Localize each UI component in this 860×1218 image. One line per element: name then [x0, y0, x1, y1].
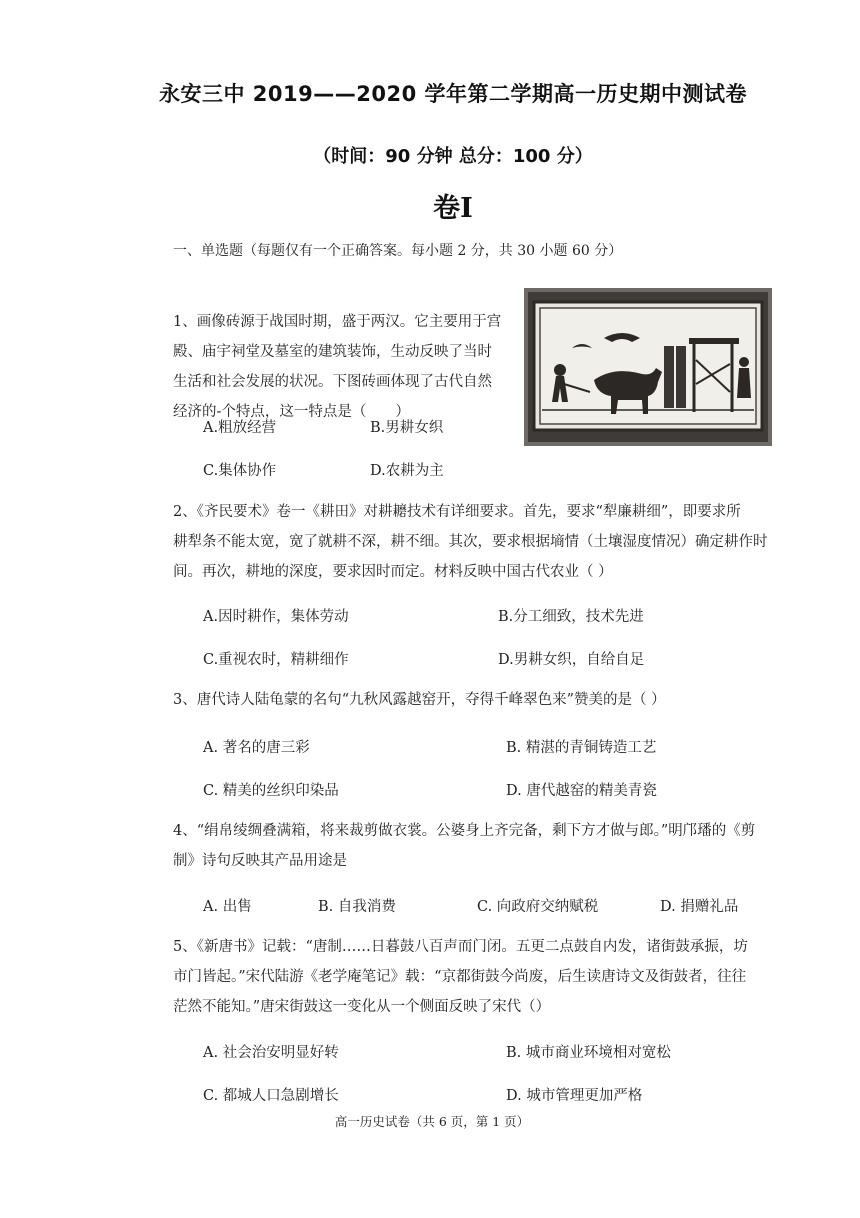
section-heading: 一、单选题（每题仅有一个正确答案。每小题 2 分，共 30 小题 60 分） — [173, 243, 623, 259]
brick-relief-image — [524, 288, 772, 446]
question-line: 4、“绢帛绫绸叠满箱，将来裁剪做衣裳。公婆身上齐完备，剩下方才做与郎。”明邝璠的《剪 — [173, 823, 756, 839]
option-c: C.重视农时，精耕细作 — [203, 652, 349, 668]
page-footer: 高一历史试卷（共 6 页，第 1 页） — [334, 1114, 530, 1129]
option-d: D. 唐代越窑的精美青瓷 — [506, 783, 657, 799]
volume-heading: 卷Ⅰ — [433, 193, 473, 224]
question-1 — [173, 307, 501, 427]
option-b: B. 城市商业环境相对宽松 — [506, 1045, 671, 1061]
option-c: C. 都城人口急剧增长 — [203, 1088, 339, 1104]
question-4 — [173, 816, 755, 876]
option-d: D. 捐赠礼品 — [660, 899, 739, 915]
option-d: D. 城市管理更加严格 — [506, 1088, 643, 1104]
question-line: 间。再次，耕地的深度，要求因时而定。材料反映中国古代农业（ ） — [173, 564, 613, 580]
question-2 — [173, 497, 768, 587]
exam-subtitle: （时间：90 分钟 总分：100 分） — [313, 146, 593, 167]
question-line: 经济的-个特点，这一特点是（ ） — [173, 404, 410, 420]
option-d: D.农耕为主 — [370, 463, 444, 479]
option-b: B.分工细致，技术先进 — [498, 609, 644, 625]
option-a: A.粗放经营 — [203, 420, 277, 436]
option-b: B. 精湛的青铜铸造工艺 — [506, 740, 657, 756]
question-5 — [173, 932, 748, 1022]
question-line: 1、画像砖源于战国时期，盛于两汉。它主要用于宫 — [173, 314, 502, 330]
question-line: 生活和社会发展的状况。下图砖画体现了古代自然 — [173, 374, 492, 390]
question-line: 5、《新唐书》记载：“唐制……日暮鼓八百声而门闭。五更二点鼓自内发，诸街鼓承振，坊 — [173, 939, 748, 955]
option-c: C.集体协作 — [203, 463, 277, 479]
option-a: A. 出售 — [203, 899, 252, 915]
question-line: 制》诗句反映其产品用途是 — [173, 853, 347, 869]
question-line: 茫然不能知。”唐宋街鼓这一变化从一个侧面反映了宋代（） — [173, 999, 551, 1015]
question-3 — [173, 685, 666, 715]
question-line: 耕犁条不能太宽，宽了就耕不深，耕不细。其次，要求根据墒情（土壤湿度情况）确定耕作时 — [173, 534, 768, 550]
question-line: 殿、庙宇祠堂及墓室的建筑装饰，生动反映了当时 — [173, 344, 492, 360]
exam-title: 永安三中 2019——2020 学年第二学期高一历史期中测试卷 — [158, 82, 747, 106]
option-c: C. 向政府交纳赋税 — [477, 899, 599, 915]
question-line: 市门皆起。”宋代陆游《老学庵笔记》载：“京都街鼓今尚废，后生读唐诗文及街鼓者，往往 — [173, 969, 747, 985]
option-c: C. 精美的丝织印染品 — [203, 783, 339, 799]
question-line: 3、唐代诗人陆龟蒙的名句“九秋风露越窑开，夺得千峰翠色来”赞美的是（ ） — [173, 692, 666, 708]
option-a: A.因时耕作，集体劳动 — [203, 609, 349, 625]
option-b: B. 自我消费 — [318, 899, 396, 915]
option-a: A. 著名的唐三彩 — [203, 740, 310, 756]
question-line: 2、《齐民要术》卷一《耕田》对耕耱技术有详细要求。首先，要求“犁廉耕细”，即要求所 — [173, 504, 741, 520]
option-a: A. 社会治安明显好转 — [203, 1045, 339, 1061]
option-b: B.男耕女织 — [370, 420, 444, 436]
option-d: D.男耕女织，自给自足 — [498, 652, 645, 668]
